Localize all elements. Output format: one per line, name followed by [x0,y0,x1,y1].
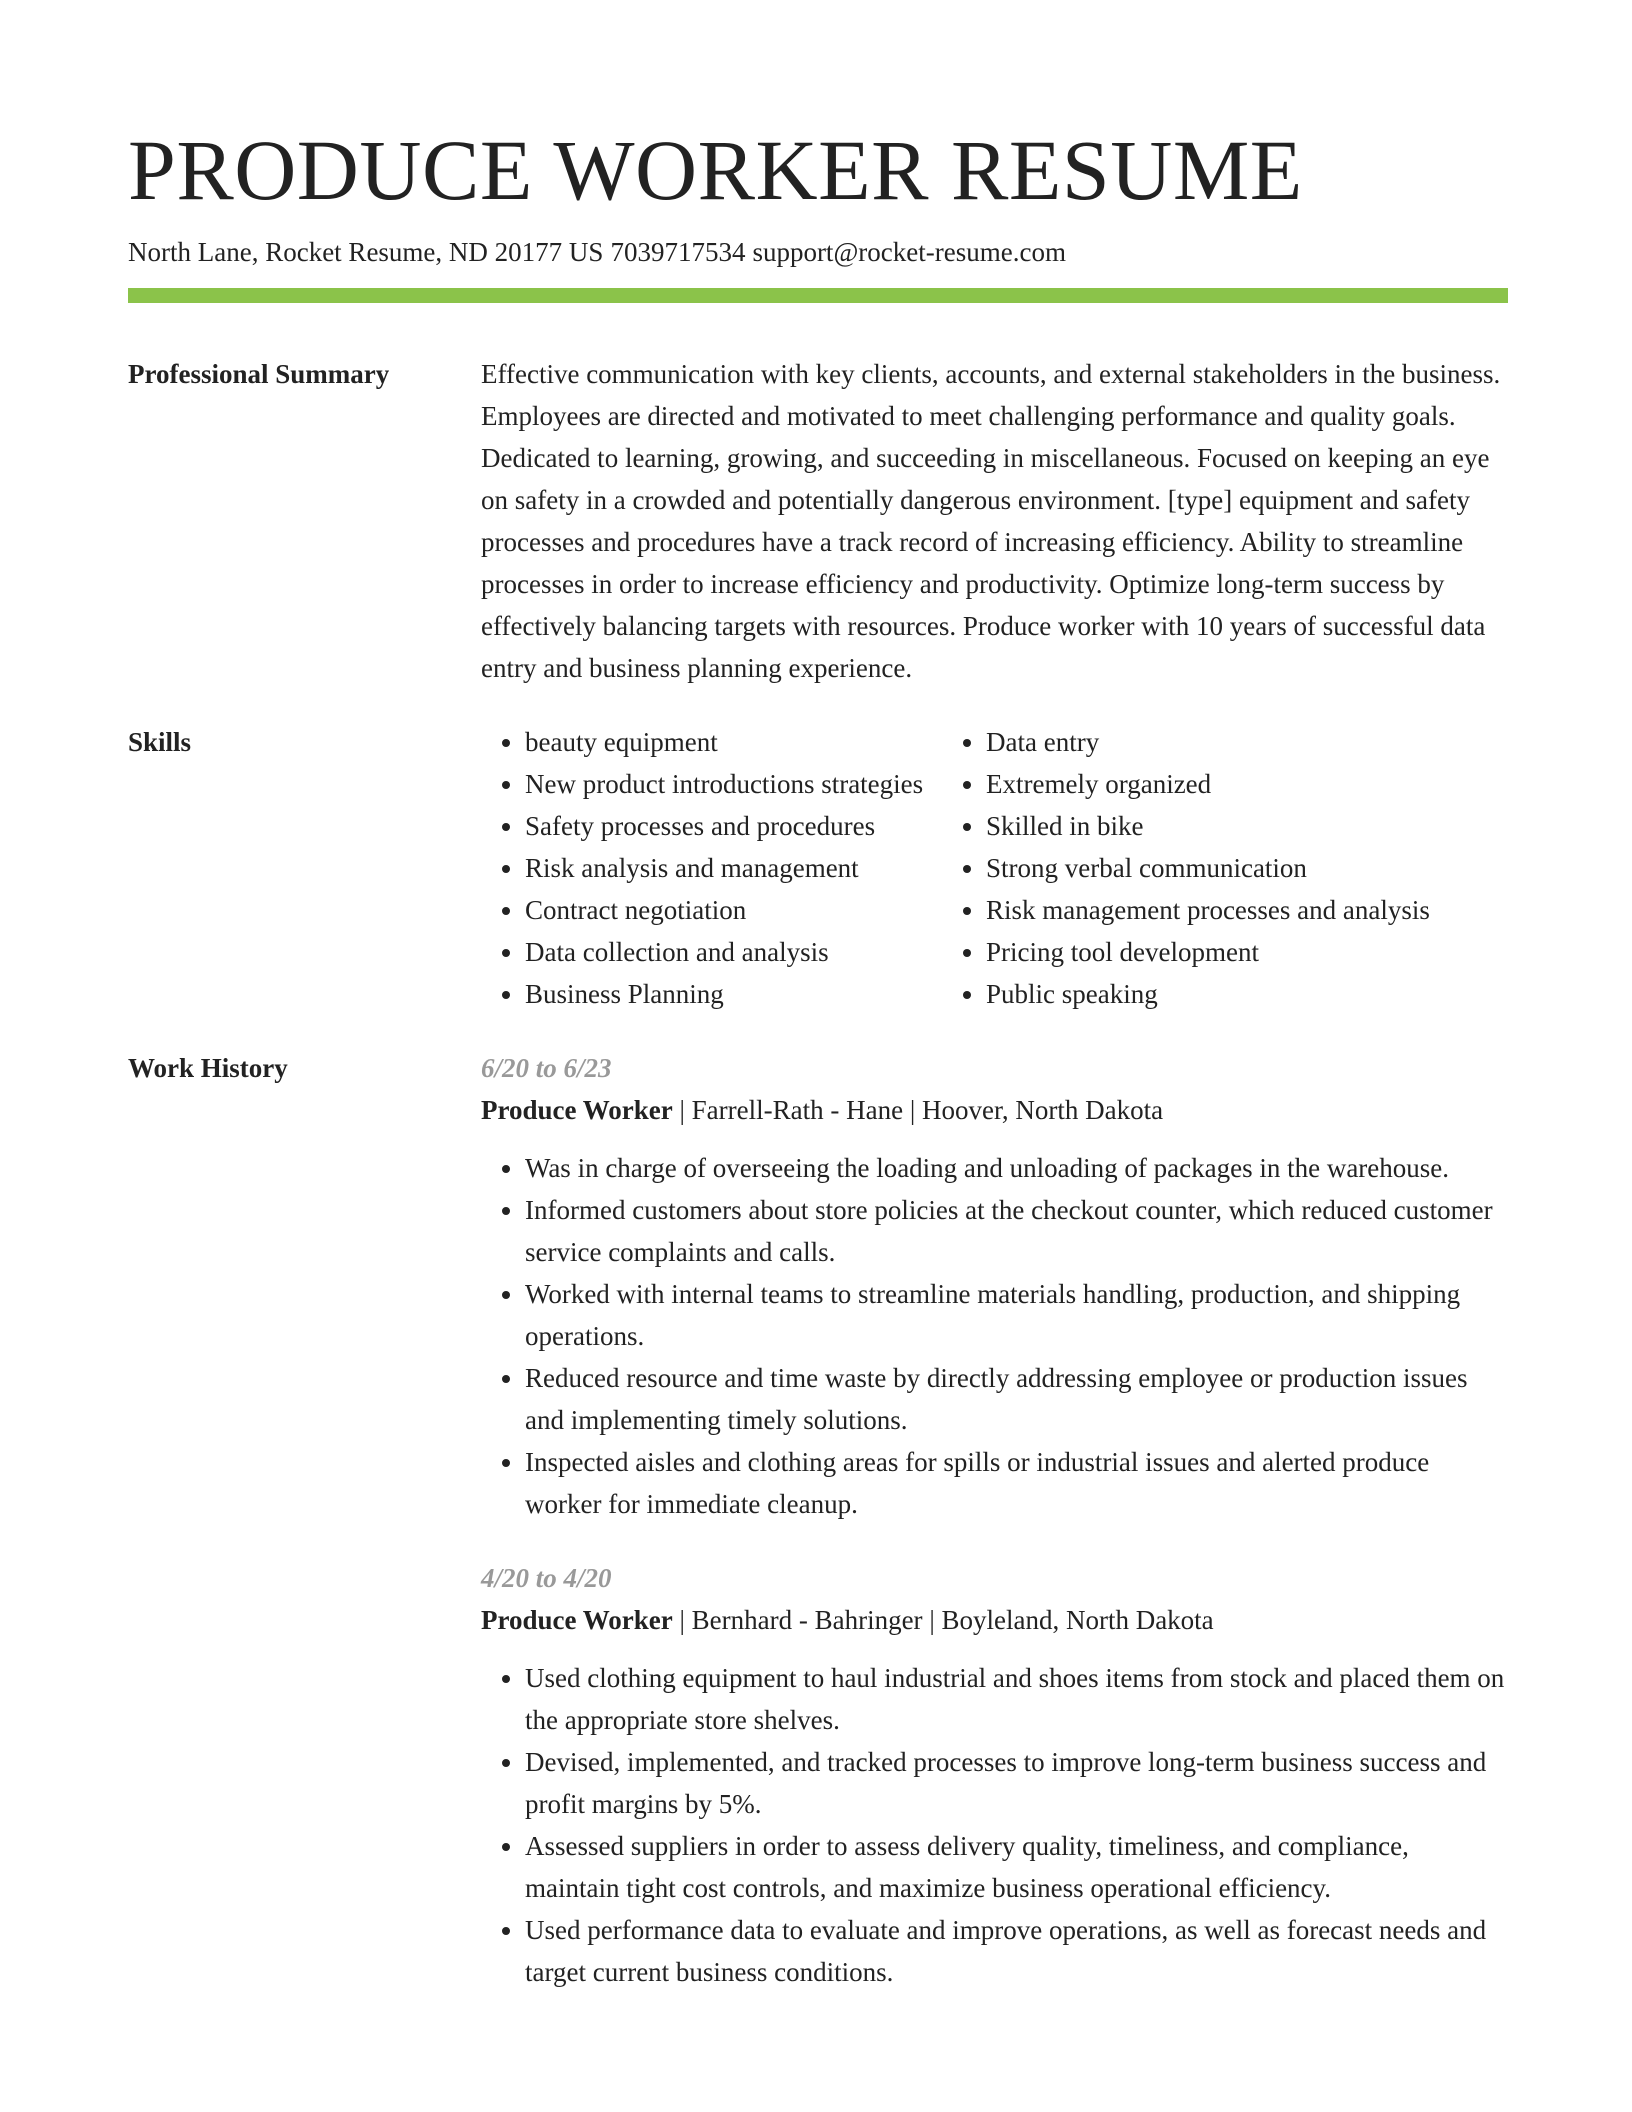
skill-item: • Business Planning [525,973,942,1015]
job-bullets [481,1147,1508,1525]
resume-title: PRODUCE WORKER RESUME [128,122,1303,218]
job-company: Bernhard - Bahringer [691,1605,923,1635]
contact-address: North Lane, Rocket Resume, ND 20177 US [128,237,604,267]
contact-phone: 7039717534 [610,237,746,267]
skill-item: • New product introductions strategies [525,763,942,805]
skill-item: • Risk analysis and management [525,847,942,889]
job-title: Produce Worker [481,1605,673,1635]
job-bullet: • Assessed suppliers in order to assess delivery quality, timeliness, and compliance, maintain tight cost controls, and maximize business operational efficiency. [525,1825,1508,1909]
work-history-label: Work History [128,1053,288,1083]
skill-item: • Pricing tool development [986,931,1508,973]
summary-text: Effective communication with key clients, accounts, and external stakeholders in the business. Employees are directed and motivated to meet challenging performance and quality goals. Dedicated to learning, growing, and succeeding in miscellaneous. Focused on keeping an eye on safety in a crowded and potentially dangerous environment. [type] equipment and safety processes and procedures have a track record of increasing efficiency. Ability to streamline processes in order to increase efficiency and productivity. Optimize long-term success by effectively balancing targets with resources. Produce worker with 10 years of successful data entry and business planning experience. [481,359,1501,683]
skill-item: • Contract negotiation [525,889,942,931]
job-bullet: • Used performance data to evaluate and improve operations, as well as forecast needs and target current business conditions. [525,1909,1508,1993]
skill-item: • beauty equipment [525,721,942,763]
skill-item: • Strong verbal communication [986,847,1508,889]
job-date: 6/20 to 6/23 [481,1053,612,1083]
skill-item: • Data entry [986,721,1508,763]
job-entry [481,1047,1508,1525]
skill-item: • Data collection and analysis [525,931,942,973]
job-location: Hoover, North Dakota [921,1095,1164,1125]
job-bullet: • Devised, implemented, and tracked processes to improve long-term business success and profit margins by 5%. [525,1741,1508,1825]
skills-columns [481,721,1508,1015]
job-bullet: • Informed customers about store policies at the checkout counter, which reduced customer service complaints and calls. [525,1189,1508,1273]
skill-item: • Public speaking [986,973,1508,1015]
skills-column-left [481,721,942,1015]
job-title: Produce Worker [481,1095,673,1125]
job-heading: Produce Worker | Farrell-Rath - Hane | Hoover, North Dakota [481,1095,1164,1125]
job-bullet: • Used clothing equipment to haul industrial and shoes items from stock and placed them on the appropriate store shelves. [525,1657,1508,1741]
contact-email: support@rocket-resume.com [752,237,1066,267]
job-bullets [481,1657,1508,1993]
skills-section [128,721,1508,1015]
job-location: Boyleland, North Dakota [941,1605,1214,1635]
accent-divider [128,288,1508,303]
skills-label: Skills [128,727,192,757]
work-history-section [128,1047,1508,1993]
job-bullet: • Reduced resource and time waste by directly addressing employee or production issues and implementing timely solutions. [525,1357,1508,1441]
job-entry [481,1557,1508,1993]
skills-column-right [942,721,1508,1015]
contact-line [128,234,1508,270]
job-date: 4/20 to 4/20 [481,1563,612,1593]
job-bullet: • Inspected aisles and clothing areas for spills or industrial issues and alerted produce worker for immediate cleanup. [525,1441,1508,1525]
skill-item: • Skilled in bike [986,805,1508,847]
skill-item: • Extremely organized [986,763,1508,805]
summary-label: Professional Summary [128,359,390,389]
work-history-body [481,1047,1508,1993]
job-bullet: • Worked with internal teams to streamline materials handling, production, and shipping operations. [525,1273,1508,1357]
skill-item: • Risk management processes and analysis [986,889,1508,931]
job-company: Farrell-Rath - Hane [691,1095,904,1125]
summary-section [128,353,1508,689]
resume-page [128,120,1508,1993]
job-heading: Produce Worker | Bernhard - Bahringer | Boyleland, North Dakota [481,1605,1214,1635]
skill-item: • Safety processes and procedures [525,805,942,847]
job-bullet: • Was in charge of overseeing the loading and unloading of packages in the warehouse. [525,1147,1508,1189]
